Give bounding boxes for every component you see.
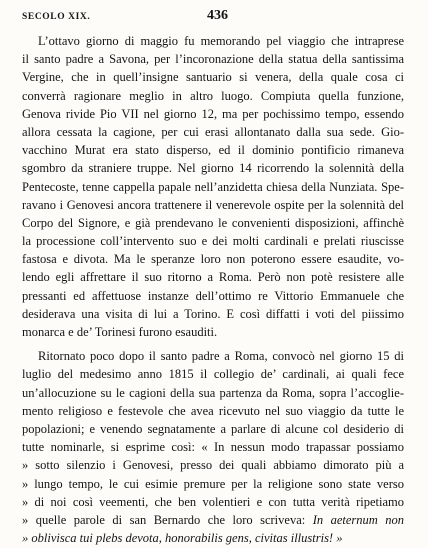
text-line: mento religioso e festevole che avea ricevuto nel suo viaggio da tutte le [22,403,404,418]
text-line: Genova rivide Pio VII nel giorno 12, ma per pochissimo tempo, essendo [22,106,404,121]
text-line: un’allocuzione su le cagioni della sua partenza da Roma, sopra l’accoglie- [22,385,404,400]
text-line: monarca e de’ Torinesi furono esauditi. [22,325,218,339]
paragraph-1 [22,32,404,341]
text-line: » sotto silenzio i Genovesi, presso dei quali abbiamo dimorato più a [22,458,404,473]
text-line: Vergine, che in quell’insigne santuario si venera, della quale cosa ci [22,70,404,85]
paragraph-2 [22,347,404,547]
text-line: ravano i Genovesi ancora trattenere il venerevole ospite per la solennità del [22,197,404,212]
text-line: » lungo tempo, le cui esimie premure per la religione sono state verso [22,476,404,491]
text-line: desiderava una visita di lui a Torino. E così diffatti i voti del piissimo [22,306,404,321]
body-text [22,32,404,547]
text-line: lendo egli affrettare il suo ritorno a Roma. Però non potè resistere alle [22,270,404,285]
text-line: pressanti ed affettuose instanze dell’ottimo re Vittorio Emmanuele che [22,288,404,303]
latin-quote: In aeternum non [312,512,404,527]
text-line: sgombro da straniere truppe. Nel giorno 14 ricorrendo la solennità della [22,161,404,176]
text-line: L’ottavo giorno di maggio fu memorando pel viaggio che intraprese [38,34,404,48]
text-line [22,511,404,529]
latin-quote: » oblivisca tui plebs devota, honorabilis gens, civitas illustris! » [22,531,343,546]
text-line: Ritornato poco dopo il santo padre a Roma, convocò nel giorno 15 di [38,349,404,364]
text-line: allora cessata la cagione, per cui erasi allontanato dalla sua sede. Gio- [22,124,404,139]
text-line: Pentecoste, tenne cappella papale nell’anzidetta chiesa della Nunziata. Spe- [22,179,404,194]
text-line: il santo padre a Savona, per l’incoronazione della statua della santissima [22,52,404,67]
page-number: 436 [207,8,228,23]
text-line: tutte nominarle, si esprime così: « In nessun modo trapassar possiamo [22,440,404,455]
text-line: converrà ragionare meglio in altro luogo. Compiuta quella funzione, [22,88,404,103]
running-head [22,8,404,28]
line-text: » quelle parole di san Bernardo che loro scriveva: [22,512,306,527]
text-line: popolazioni; e venendo segnatamente a parlare di alcune col desiderio di [22,421,404,436]
text-line [22,529,404,547]
text-line: » di noi così veementi, che ben volentieri e con tutta verità ripetiamo [22,494,404,509]
text-line: la processione coll’intervento suo e dei molti cardinali e prelati riuscisse [22,234,404,249]
text-line: vacchino Murat era stato disperso, ed il dominio pontificio rimaneva [22,143,404,158]
text-line: fastosa e divota. Ma le speranze loro non poterono essere esaudite, vo- [22,252,404,267]
section-title: SECOLO XIX. [22,12,91,22]
text-line: Corpo del Signore, e già prendevano le convenienti disposizioni, affinchè [22,215,404,230]
text-line: luglio del medesimo anno 1815 il collegio de’ cardinali, ai quali fece [22,367,404,382]
